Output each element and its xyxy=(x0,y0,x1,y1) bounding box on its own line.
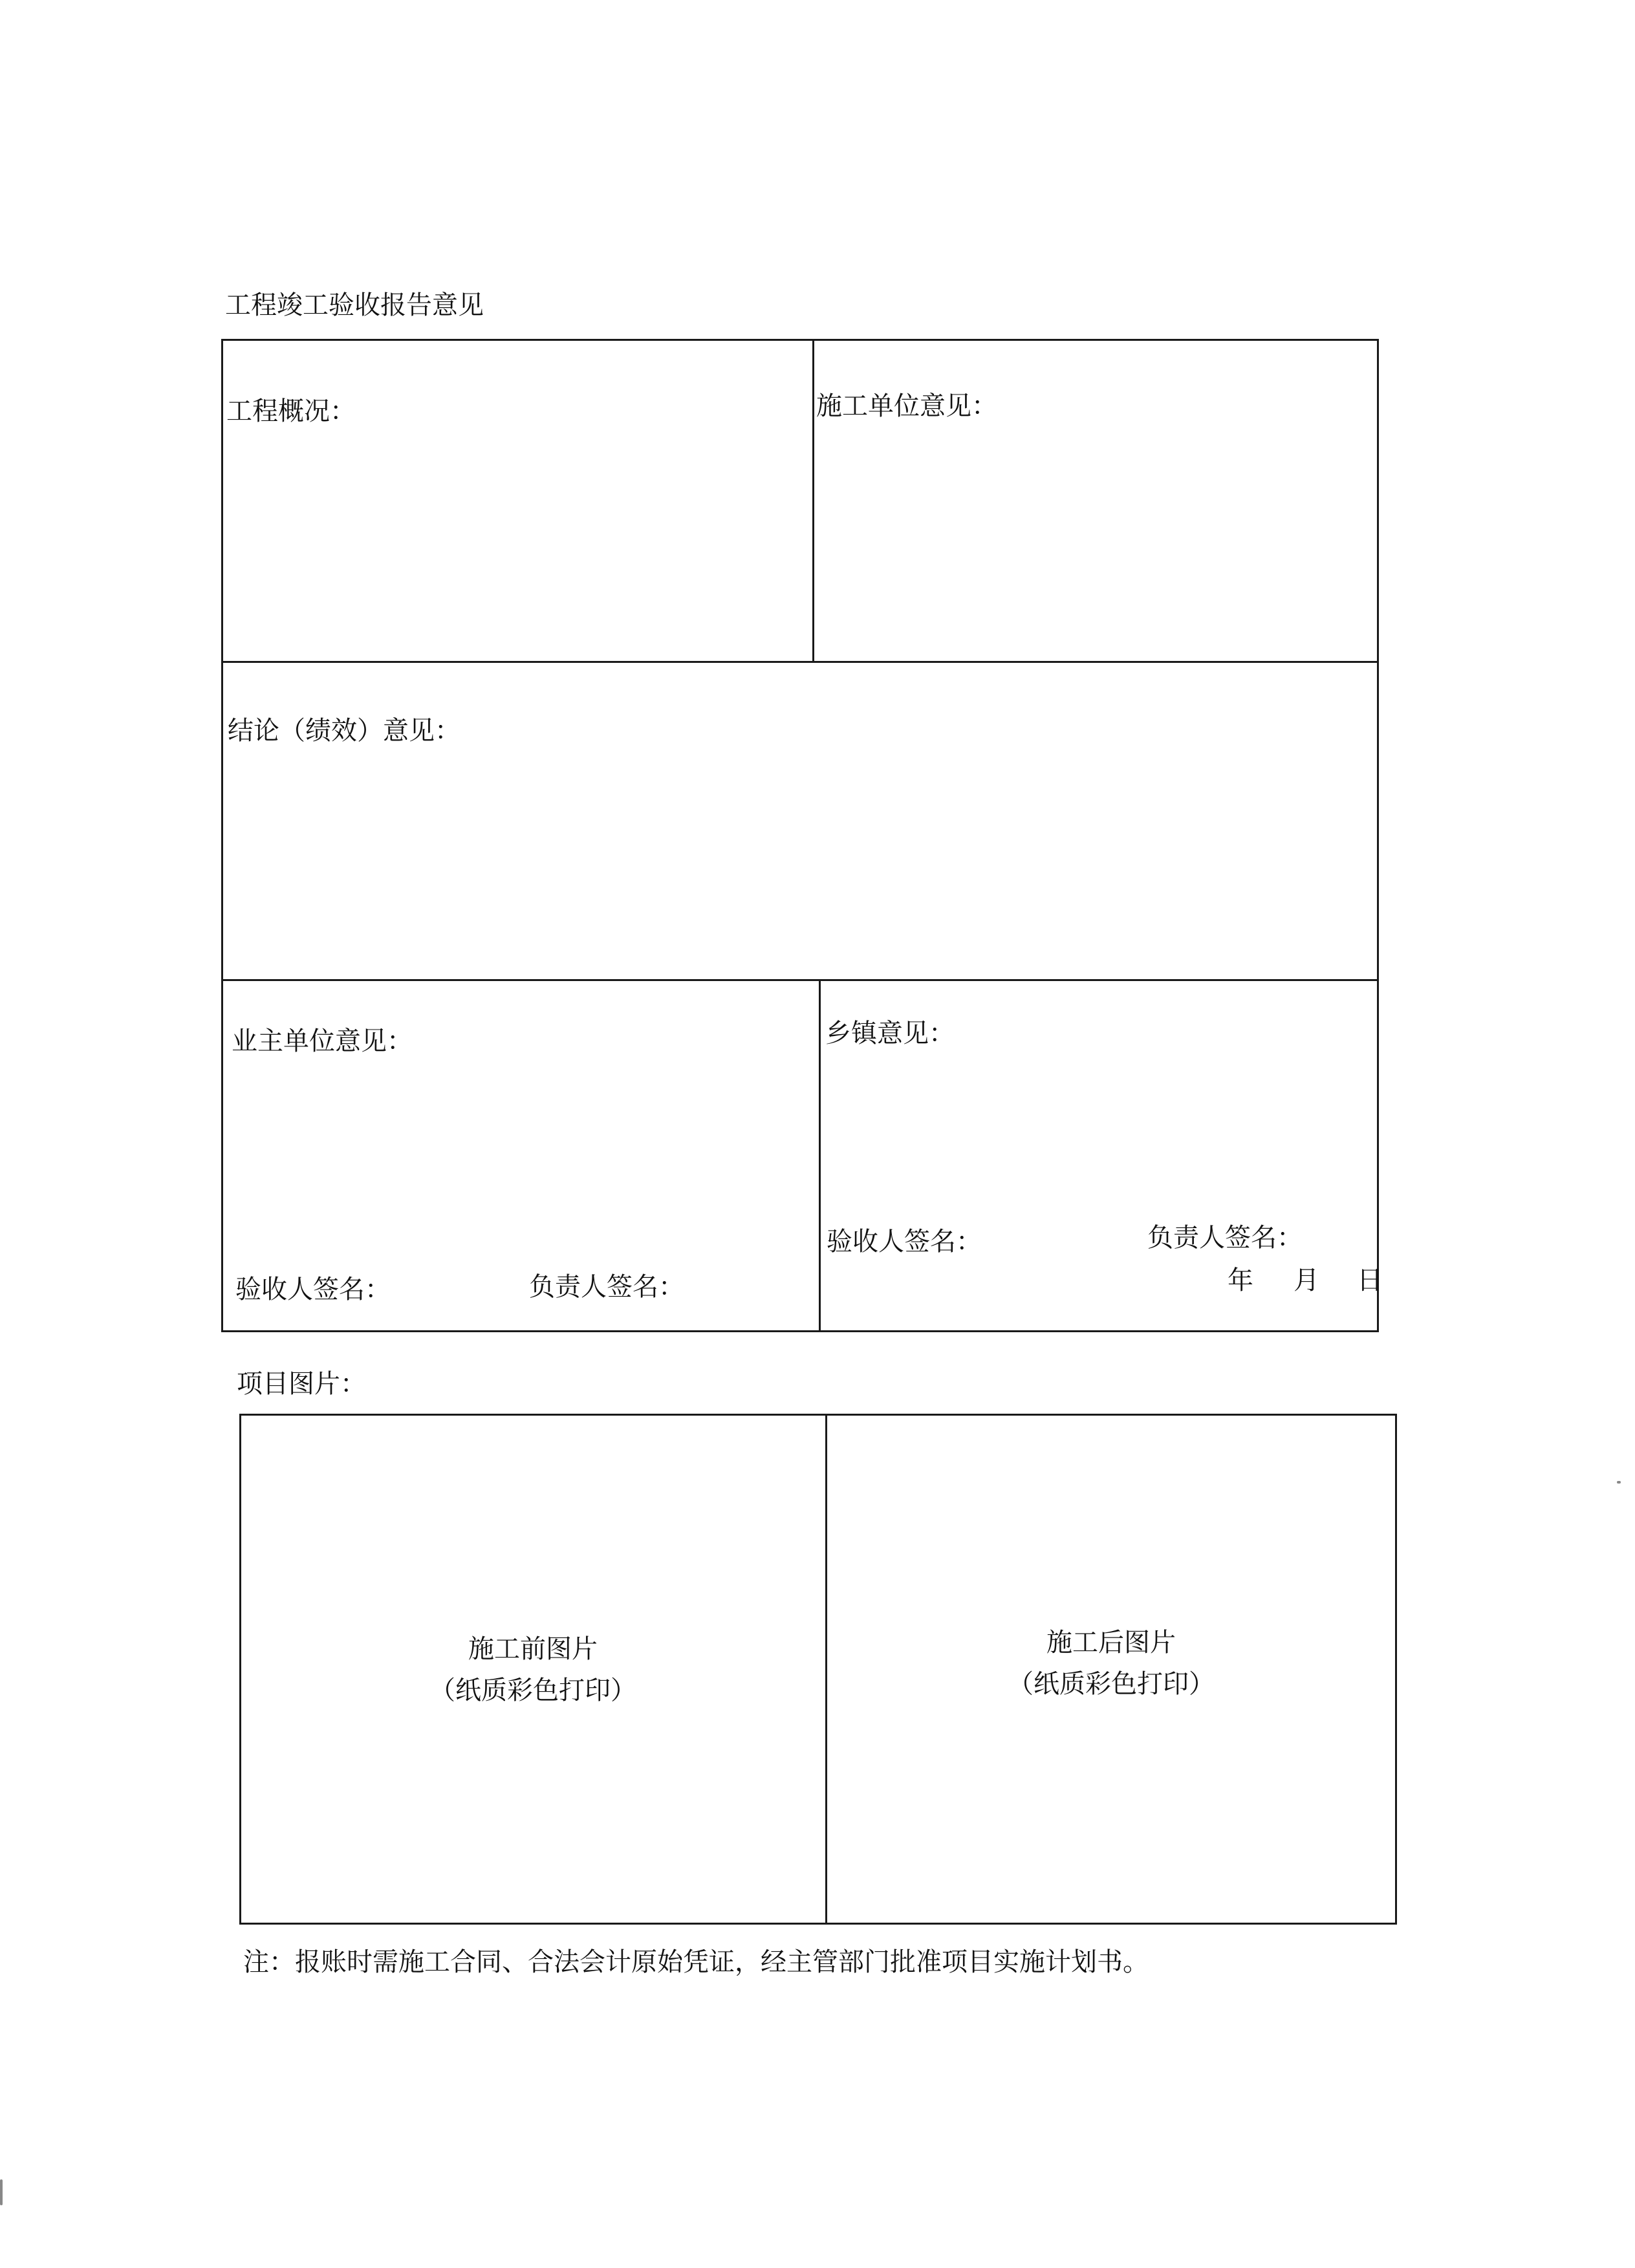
township-responsible-signature-label: 负责人签名： xyxy=(1147,1223,1303,1253)
scan-speck xyxy=(0,2179,3,2205)
township-opinion-label: 乡镇意见： xyxy=(825,1019,955,1048)
photo-before-placeholder xyxy=(241,1628,825,1711)
page-title: 工程竣工验收报告意见 xyxy=(225,290,484,320)
owner-responsible-signature-label: 负责人签名： xyxy=(529,1272,684,1302)
photo-after-placeholder xyxy=(827,1622,1396,1705)
report-table-divider-1 xyxy=(221,661,1379,663)
project-overview-label: 工程概况： xyxy=(226,396,356,426)
date-month: 月 xyxy=(1294,1266,1319,1295)
report-table-divider-2 xyxy=(221,979,1379,981)
date-day: 日 xyxy=(1357,1266,1383,1295)
photo-after-title: 施工后图片 xyxy=(1046,1628,1176,1658)
owner-opinion-label: 业主单位意见： xyxy=(232,1026,413,1056)
photo-after-note: （纸质彩色打印） xyxy=(1008,1669,1215,1699)
report-table-border xyxy=(221,339,1379,1332)
conclusion-opinion-label: 结论（绩效）意见： xyxy=(228,716,460,746)
township-acceptor-signature-label: 验收人签名： xyxy=(827,1227,982,1257)
photo-before-title: 施工前图片 xyxy=(468,1634,598,1664)
report-table-col-divider-bottom xyxy=(819,979,821,1332)
project-photos-label: 项目图片： xyxy=(237,1369,366,1399)
contractor-opinion-label: 施工单位意见： xyxy=(816,391,997,421)
footnote: 注：报账时需施工合同、合法会计原始凭证，经主管部门批准项目实施计划书。 xyxy=(243,1947,1149,1977)
scan-speck xyxy=(1617,1481,1621,1484)
photo-before-note: （纸质彩色打印） xyxy=(429,1676,636,1705)
date-year: 年 xyxy=(1228,1266,1253,1295)
report-table-col-divider-top xyxy=(812,339,814,662)
owner-acceptor-signature-label: 验收人签名： xyxy=(235,1275,391,1304)
